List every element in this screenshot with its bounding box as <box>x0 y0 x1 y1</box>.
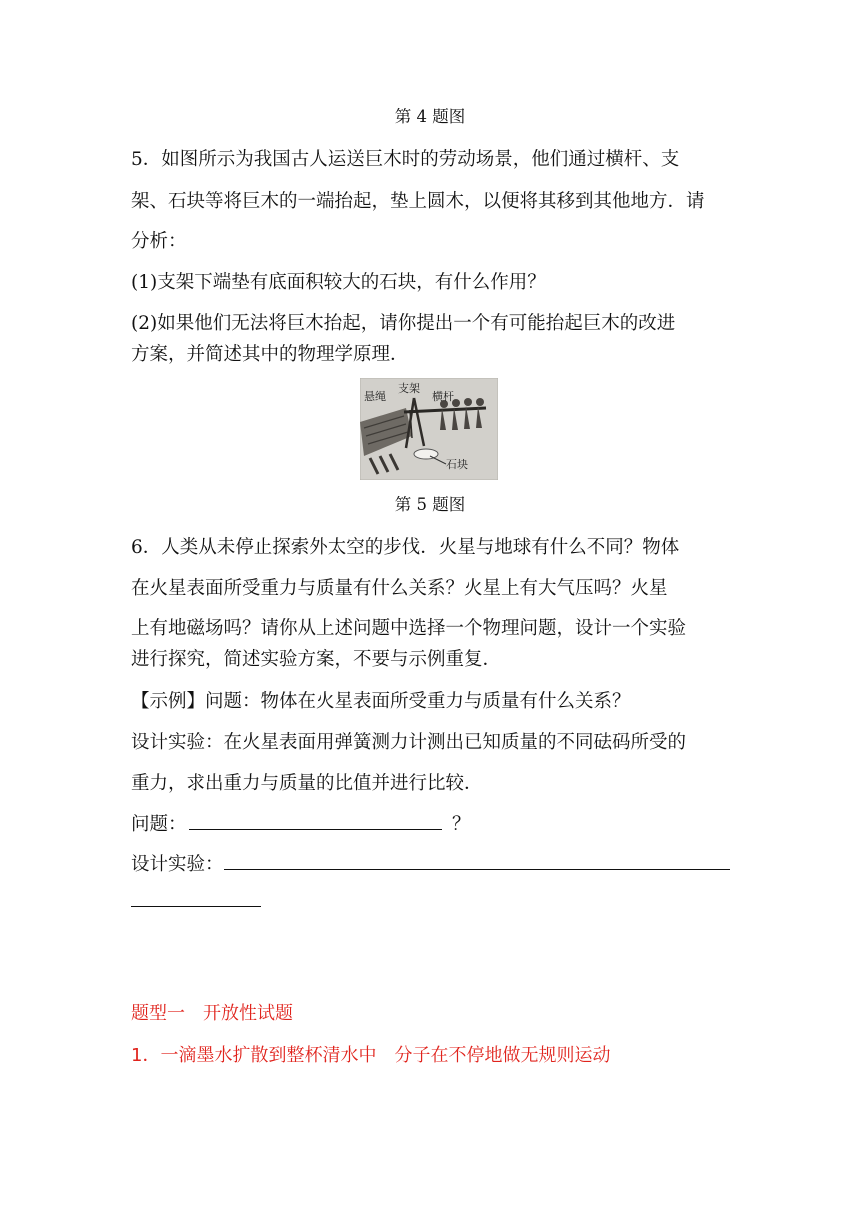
label-lever: 横杆 <box>432 390 454 403</box>
design-answer-blank-2[interactable] <box>131 906 261 907</box>
q5-line-1: 5．如图所示为我国古人运送巨木时的劳动场景，他们通过横杆、支 <box>131 149 680 170</box>
q6-design-example-line-2: 重力，求出重力与质量的比值并进行比较． <box>131 773 483 794</box>
q6-line-2: 在火星表面所受重力与质量有什么关系？火星上有大气压吗？火星 <box>131 578 668 599</box>
question-label: 问题： <box>131 814 187 835</box>
q6-line-1: 6．人类从未停止探索外太空的步伐．火星与地球有什么不同？物体 <box>131 537 680 558</box>
q5-line-3: 分析： <box>131 231 187 252</box>
q5-subquestion-2-line-1: (2)如果他们无法将巨木抬起，请你提出一个有可能抬起巨木的改进 <box>131 313 676 334</box>
stone-shape <box>414 449 438 459</box>
label-support: 支架 <box>398 382 420 395</box>
answer-item-1: 1．一滴墨水扩散到整杯清水中 分子在不停地做无规则运动 <box>131 1045 611 1066</box>
figure-5-illustration <box>360 378 498 480</box>
figure-4-caption: 第 4 题图 <box>394 107 466 126</box>
figure-5-caption: 第 5 题图 <box>394 495 466 514</box>
label-rope: 悬绳 <box>364 390 386 403</box>
design-label: 设计实验： <box>131 854 224 875</box>
q6-line-3: 上有地磁场吗？请你从上述问题中选择一个物理问题，设计一个实验 <box>131 618 687 639</box>
question-mark: ？ <box>452 814 471 835</box>
q6-line-4: 进行探究，简述实验方案，不要与示例重复． <box>131 649 502 670</box>
answers-section-title: 题型一 开放性试题 <box>131 1003 293 1024</box>
design-answer-blank-1[interactable] <box>224 869 730 870</box>
q5-subquestion-2-line-2: 方案，并简述其中的物理学原理． <box>131 344 409 365</box>
q5-line-2: 架、石块等将巨木的一端抬起，垫上圆木，以便将其移到其他地方．请 <box>131 191 705 212</box>
q5-subquestion-1: (1)支架下端垫有底面积较大的石块，有什么作用？ <box>131 272 546 293</box>
question-answer-blank[interactable] <box>189 829 442 830</box>
q6-design-example-line-1: 设计实验：在火星表面用弹簧测力计测出已知质量的不同砝码所受的 <box>131 732 687 753</box>
label-stone: 石块 <box>446 458 468 471</box>
q6-example: 【示例】问题：物体在火星表面所受重力与质量有什么关系？ <box>131 691 631 712</box>
